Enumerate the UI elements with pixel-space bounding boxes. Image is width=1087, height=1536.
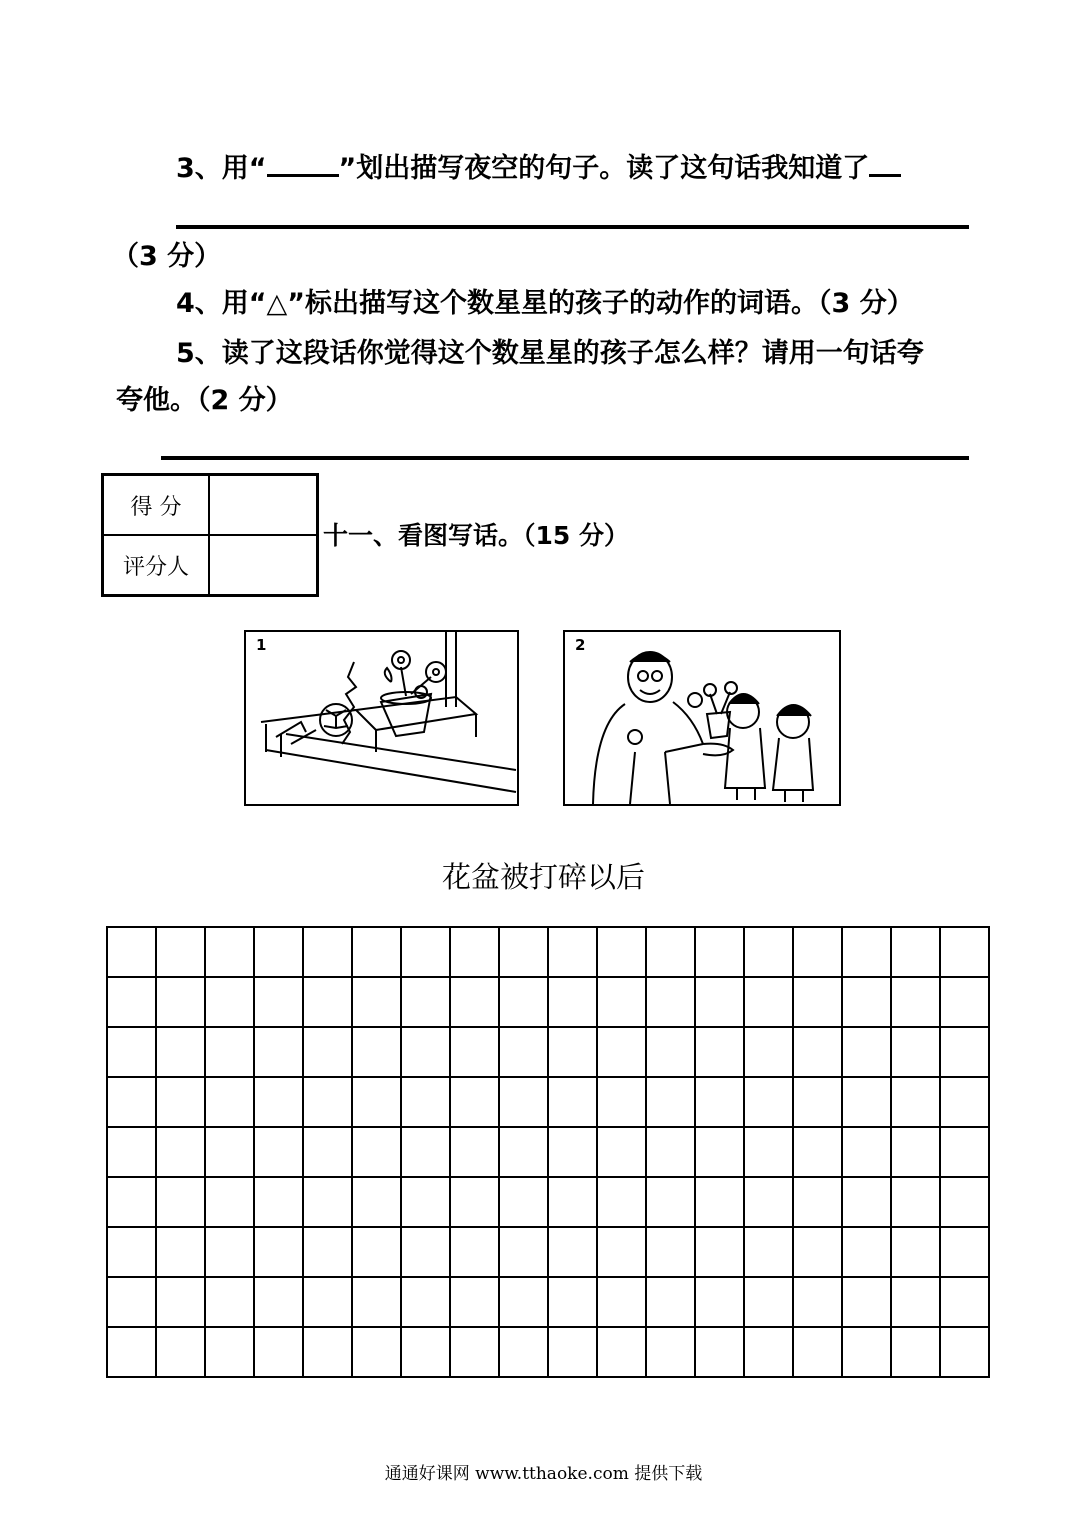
grid-cell[interactable]	[156, 1127, 205, 1177]
question-3-prefix: 3、用“	[176, 153, 267, 184]
grid-cell[interactable]	[205, 927, 254, 977]
grid-cell[interactable]	[695, 927, 744, 977]
grid-cell[interactable]	[940, 977, 989, 1027]
grid-cell[interactable]	[842, 1277, 891, 1327]
grid-cell[interactable]	[891, 1227, 940, 1277]
question-3	[176, 150, 901, 186]
grid-cell[interactable]	[891, 1277, 940, 1327]
question-5-line1: 5、读了这段话你觉得这个数星星的孩子怎么样？请用一句话夸	[176, 338, 924, 369]
picture-1	[244, 630, 519, 806]
grid-row	[107, 977, 989, 1027]
grid-cell[interactable]	[695, 1177, 744, 1227]
grid-cell[interactable]	[940, 927, 989, 977]
grid-cell[interactable]	[597, 977, 646, 1027]
grid-cell[interactable]	[891, 1127, 940, 1177]
grid-cell[interactable]	[695, 1327, 744, 1377]
score-table	[101, 473, 319, 597]
grid-cell[interactable]	[842, 1127, 891, 1177]
grid-cell[interactable]	[744, 977, 793, 1027]
grid-cell[interactable]	[352, 1077, 401, 1127]
answer-line[interactable]	[176, 225, 969, 229]
grid-cell[interactable]	[254, 1077, 303, 1127]
grid-cell[interactable]	[940, 1227, 989, 1277]
grid-cell[interactable]	[548, 1127, 597, 1177]
grid-cell[interactable]	[597, 1177, 646, 1227]
grid-cell[interactable]	[695, 1277, 744, 1327]
grid-cell[interactable]	[254, 1177, 303, 1227]
grid-cell[interactable]	[646, 927, 695, 977]
grid-cell[interactable]	[548, 1327, 597, 1377]
grid-cell[interactable]	[646, 1227, 695, 1277]
grid-cell[interactable]	[548, 977, 597, 1027]
grid-cell[interactable]	[107, 1027, 156, 1077]
grid-cell[interactable]	[254, 1277, 303, 1327]
picture-2	[563, 630, 841, 806]
grid-cell[interactable]	[891, 1077, 940, 1127]
grid-cell[interactable]	[303, 1227, 352, 1277]
grid-cell[interactable]	[205, 1127, 254, 1177]
grid-cell[interactable]	[646, 1077, 695, 1127]
grid-cell[interactable]	[303, 1177, 352, 1227]
grid-cell[interactable]	[401, 977, 450, 1027]
grid-cell[interactable]	[450, 927, 499, 977]
grid-cell[interactable]	[107, 1327, 156, 1377]
grader-value-cell[interactable]	[209, 535, 318, 596]
question-5-line2: 夸他。（2 分）	[116, 385, 293, 416]
writing-grid[interactable]	[106, 926, 990, 1378]
grandpa-and-children-illustration	[565, 632, 839, 804]
grid-cell[interactable]	[695, 1227, 744, 1277]
grid-cell[interactable]	[842, 1177, 891, 1227]
grid-cell[interactable]	[891, 1177, 940, 1227]
grid-cell[interactable]	[499, 927, 548, 977]
grid-cell[interactable]	[352, 1227, 401, 1277]
grid-cell[interactable]	[303, 1127, 352, 1177]
answer-blank[interactable]	[869, 150, 901, 177]
grid-cell[interactable]	[303, 1027, 352, 1077]
grid-cell[interactable]	[107, 1177, 156, 1227]
score-label: 得 分	[103, 475, 210, 536]
grid-cell[interactable]	[499, 1227, 548, 1277]
grid-cell[interactable]	[597, 1227, 646, 1277]
grid-cell[interactable]	[499, 1077, 548, 1127]
grid-cell[interactable]	[940, 1127, 989, 1177]
grid-cell[interactable]	[891, 927, 940, 977]
grid-cell[interactable]	[205, 1227, 254, 1277]
grid-cell[interactable]	[156, 1027, 205, 1077]
grid-cell[interactable]	[401, 1277, 450, 1327]
grid-cell[interactable]	[793, 1027, 842, 1077]
grid-cell[interactable]	[352, 1277, 401, 1327]
grid-cell[interactable]	[744, 1027, 793, 1077]
grid-cell[interactable]	[107, 927, 156, 977]
grid-cell[interactable]	[842, 977, 891, 1027]
grid-cell[interactable]	[940, 1277, 989, 1327]
grid-cell[interactable]	[891, 1027, 940, 1077]
grid-cell[interactable]	[793, 927, 842, 977]
grid-cell[interactable]	[401, 927, 450, 977]
grid-cell[interactable]	[744, 1227, 793, 1277]
grid-cell[interactable]	[499, 1177, 548, 1227]
grid-cell[interactable]	[401, 1027, 450, 1077]
grid-cell[interactable]	[156, 1277, 205, 1327]
grid-cell[interactable]	[205, 1077, 254, 1127]
grid-cell[interactable]	[548, 1077, 597, 1127]
grid-cell[interactable]	[940, 1177, 989, 1227]
grid-cell[interactable]	[597, 927, 646, 977]
grid-cell[interactable]	[401, 1227, 450, 1277]
grid-cell[interactable]	[107, 1127, 156, 1177]
grid-cell[interactable]	[254, 977, 303, 1027]
grid-cell[interactable]	[254, 1127, 303, 1177]
grid-cell[interactable]	[646, 1027, 695, 1077]
grid-cell[interactable]	[646, 1327, 695, 1377]
footer-text: 通通好课网 www.tthaoke.com 提供下载	[384, 1464, 703, 1484]
grid-cell[interactable]	[695, 977, 744, 1027]
grid-cell[interactable]	[352, 1127, 401, 1177]
grid-cell[interactable]	[303, 1277, 352, 1327]
grid-cell[interactable]	[401, 1327, 450, 1377]
grid-cell[interactable]	[205, 1027, 254, 1077]
grid-cell[interactable]	[401, 1177, 450, 1227]
grid-cell[interactable]	[646, 977, 695, 1027]
grid-cell[interactable]	[793, 1227, 842, 1277]
grid-cell[interactable]	[793, 1327, 842, 1377]
grid-cell[interactable]	[352, 1177, 401, 1227]
grader-label: 评分人	[103, 535, 210, 596]
grid-row	[107, 1177, 989, 1227]
grid-cell[interactable]	[597, 1327, 646, 1377]
grid-cell[interactable]	[793, 977, 842, 1027]
grid-cell[interactable]	[940, 1327, 989, 1377]
score-value-cell[interactable]	[209, 475, 318, 536]
question-3-suffix: ”划出描写夜空的句子。读了这句话我知道了	[338, 153, 870, 184]
grid-cell[interactable]	[205, 1327, 254, 1377]
grid-cell[interactable]	[352, 927, 401, 977]
grid-cell[interactable]	[450, 1327, 499, 1377]
grid-cell[interactable]	[499, 1127, 548, 1177]
answer-line[interactable]	[161, 456, 969, 460]
grid-row	[107, 1127, 989, 1177]
grid-cell[interactable]	[450, 1227, 499, 1277]
grid-cell[interactable]	[548, 927, 597, 977]
grid-cell[interactable]	[254, 1327, 303, 1377]
grid-cell[interactable]	[744, 1327, 793, 1377]
picture-number: 1	[256, 636, 267, 654]
grid-cell[interactable]	[450, 1127, 499, 1177]
grid-cell[interactable]	[597, 1127, 646, 1177]
grid-cell[interactable]	[940, 1027, 989, 1077]
grid-cell[interactable]	[695, 1127, 744, 1177]
grid-cell[interactable]	[156, 927, 205, 977]
grid-cell[interactable]	[744, 927, 793, 977]
grid-cell[interactable]	[156, 977, 205, 1027]
grid-cell[interactable]	[156, 1227, 205, 1277]
grid-cell[interactable]	[744, 1127, 793, 1177]
grid-cell[interactable]	[499, 977, 548, 1027]
grid-row	[107, 1077, 989, 1127]
grid-cell[interactable]	[254, 1227, 303, 1277]
grid-cell[interactable]	[352, 1327, 401, 1377]
grid-cell[interactable]	[842, 1027, 891, 1077]
grid-cell[interactable]	[107, 1077, 156, 1127]
section-11-heading: 十一、看图写话。（15 分）	[323, 521, 629, 550]
grid-cell[interactable]	[156, 1177, 205, 1227]
grid-cell[interactable]	[744, 1077, 793, 1127]
grid-cell[interactable]	[303, 1077, 352, 1127]
grid-cell[interactable]	[842, 1077, 891, 1127]
grid-cell[interactable]	[499, 1327, 548, 1377]
grid-cell[interactable]	[352, 977, 401, 1027]
grid-cell[interactable]	[548, 1027, 597, 1077]
grid-cell[interactable]	[401, 1077, 450, 1127]
grid-cell[interactable]	[548, 1177, 597, 1227]
grid-cell[interactable]	[205, 1277, 254, 1327]
grid-cell[interactable]	[646, 1127, 695, 1177]
grid-cell[interactable]	[793, 1277, 842, 1327]
grid-row	[107, 1277, 989, 1327]
grid-cell[interactable]	[499, 1277, 548, 1327]
grid-cell[interactable]	[450, 1177, 499, 1227]
grid-cell[interactable]	[842, 1227, 891, 1277]
grid-cell[interactable]	[793, 1077, 842, 1127]
grid-cell[interactable]	[940, 1077, 989, 1127]
grid-cell[interactable]	[156, 1077, 205, 1127]
grid-cell[interactable]	[303, 1327, 352, 1377]
grid-cell[interactable]	[548, 1277, 597, 1327]
grid-row	[107, 1227, 989, 1277]
broken-flowerpot-illustration	[246, 632, 517, 804]
grid-cell[interactable]	[891, 977, 940, 1027]
composition-title: 花盆被打碎以后	[441, 860, 645, 894]
grid-cell[interactable]	[401, 1127, 450, 1177]
grid-cell[interactable]	[107, 977, 156, 1027]
grid-cell[interactable]	[450, 1027, 499, 1077]
grid-cell[interactable]	[597, 1077, 646, 1127]
answer-blank[interactable]	[267, 150, 339, 177]
grid-cell[interactable]	[744, 1177, 793, 1227]
grid-row	[107, 927, 989, 977]
grid-cell[interactable]	[695, 1077, 744, 1127]
grid-cell[interactable]	[352, 1027, 401, 1077]
grid-cell[interactable]	[254, 1027, 303, 1077]
grid-cell[interactable]	[744, 1277, 793, 1327]
grid-cell[interactable]	[646, 1177, 695, 1227]
grid-cell[interactable]	[842, 1327, 891, 1377]
question-4: 4、用“△”标出描写这个数星星的孩子的动作的词语。（3 分）	[176, 288, 914, 319]
grid-cell[interactable]	[842, 927, 891, 977]
grid-cell[interactable]	[695, 1027, 744, 1077]
grid-cell[interactable]	[450, 977, 499, 1027]
grid-row	[107, 1327, 989, 1377]
grid-cell[interactable]	[793, 1177, 842, 1227]
question-3-score: （3 分）	[112, 241, 222, 272]
grid-cell[interactable]	[303, 927, 352, 977]
grid-cell[interactable]	[205, 1177, 254, 1227]
grid-cell[interactable]	[597, 1277, 646, 1327]
grid-cell[interactable]	[646, 1277, 695, 1327]
grid-cell[interactable]	[107, 1277, 156, 1327]
grid-cell[interactable]	[254, 927, 303, 977]
picture-number: 2	[575, 636, 586, 654]
grid-cell[interactable]	[548, 1227, 597, 1277]
grid-cell[interactable]	[499, 1027, 548, 1077]
grid-cell[interactable]	[597, 1027, 646, 1077]
grid-cell[interactable]	[156, 1327, 205, 1377]
grid-cell[interactable]	[891, 1327, 940, 1377]
grid-cell[interactable]	[107, 1227, 156, 1277]
grid-row	[107, 1027, 989, 1077]
grid-cell[interactable]	[450, 1277, 499, 1327]
grid-cell[interactable]	[793, 1127, 842, 1177]
grid-cell[interactable]	[303, 977, 352, 1027]
grid-cell[interactable]	[205, 977, 254, 1027]
grid-cell[interactable]	[450, 1077, 499, 1127]
